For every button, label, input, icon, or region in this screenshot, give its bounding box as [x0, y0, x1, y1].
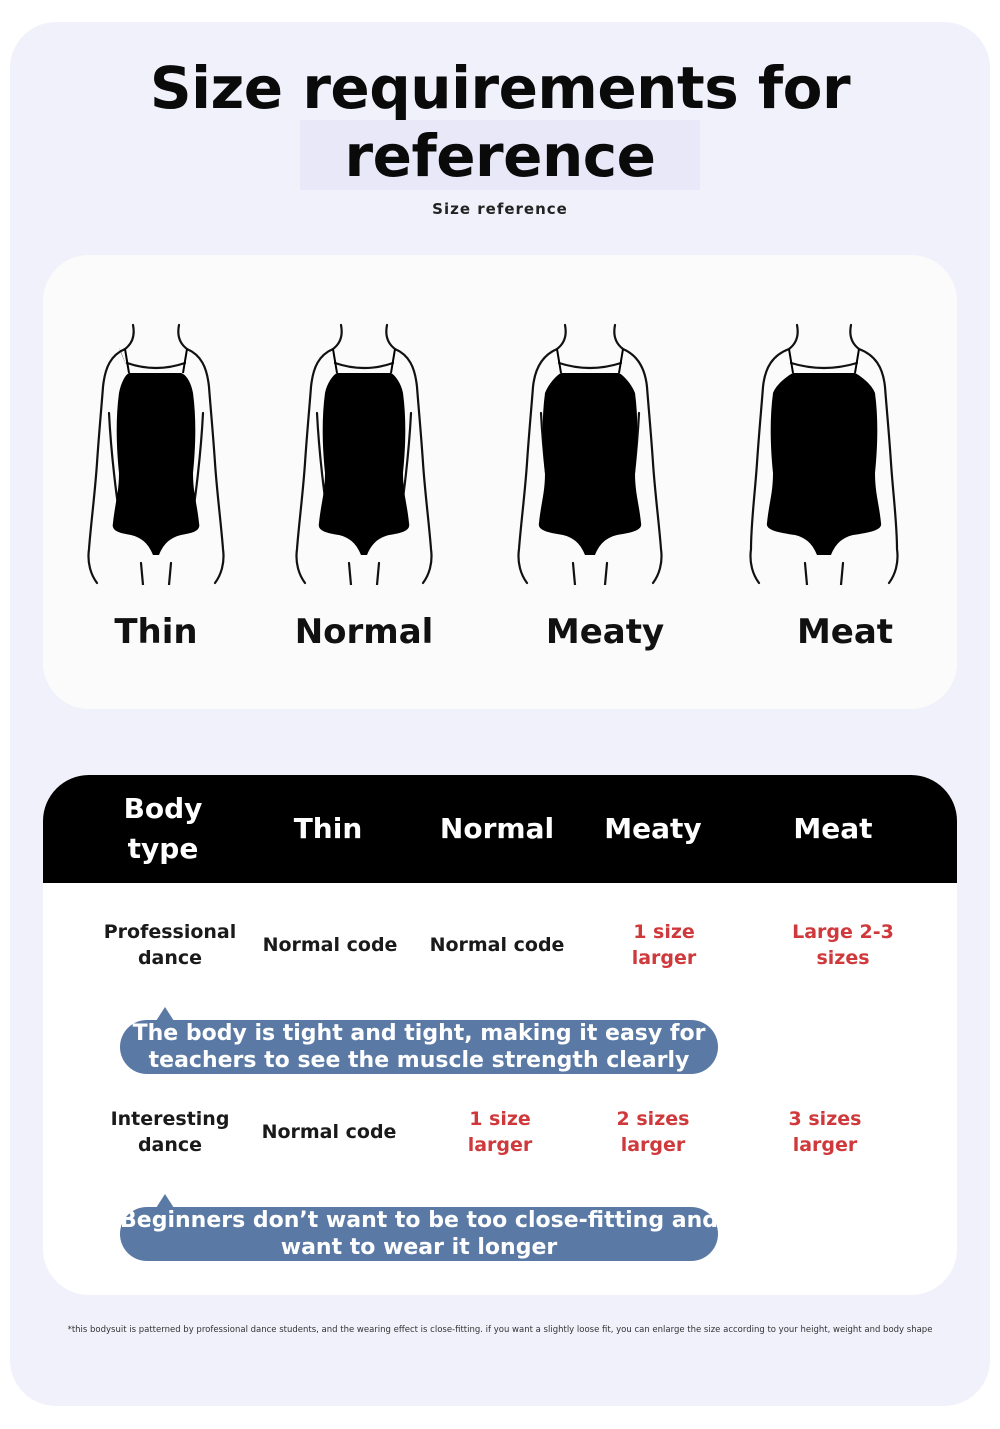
meaty-body-figure-icon [515, 323, 665, 585]
page-background [10, 22, 990, 1406]
header-thin: Thin [293, 812, 363, 845]
professional-dance-note: The body is tight and tight, making it easy for teachers to see the muscle strength clearly [132, 1021, 706, 1073]
row-interesting-thin: Normal code [261, 1121, 397, 1143]
header-meat: Meat [793, 812, 873, 845]
row-professional-meaty: 1 size larger [631, 921, 697, 969]
figure-label-meat: Meat [796, 612, 894, 652]
page-title [10, 54, 990, 190]
meat-body-figure-icon [749, 323, 899, 585]
row-professional-dance-type: Professional dance [103, 921, 237, 969]
figure-label-meaty: Meaty [545, 612, 665, 652]
title-line-1: Size requirements for [149, 54, 851, 122]
size-table-card [43, 775, 957, 1295]
interesting-dance-note: Beginners don’t want to be too close-fitting and want to wear it longer [120, 1208, 718, 1260]
thin-body-figure-icon [81, 323, 231, 585]
row-professional-thin: Normal code [262, 934, 398, 956]
figure-label-normal: Normal [294, 612, 434, 652]
title-line-2: reference [344, 122, 656, 190]
row-interesting-meat: 3 sizes larger [788, 1108, 862, 1156]
row-interesting-meaty: 2 sizes larger [616, 1108, 690, 1156]
footnote: *this bodysuit is patterned by professional dance students, and the wearing effect is close-fitting. if you want a slightly loose fit, you can enlarge the size according to your height, weight and body shape [67, 1325, 933, 1335]
row-professional-normal: Normal code [429, 934, 565, 956]
normal-body-figure-icon [289, 323, 439, 585]
header-meaty: Meaty [604, 812, 702, 845]
body-type-figures-card [43, 255, 957, 709]
row-professional-meat: Large 2-3 sizes [792, 921, 894, 969]
figure-label-thin: Thin [114, 612, 198, 652]
row-interesting-dance-type: Interesting dance [110, 1108, 230, 1156]
page-subtitle: Size reference [432, 200, 568, 218]
header-normal: Normal [439, 812, 555, 845]
interesting-dance-note-bubble [120, 1207, 718, 1261]
table-header-row [43, 775, 957, 883]
header-body-type: Body type [123, 792, 203, 865]
row-interesting-normal: 1 size larger [467, 1108, 533, 1156]
professional-dance-note-bubble [120, 1020, 718, 1074]
